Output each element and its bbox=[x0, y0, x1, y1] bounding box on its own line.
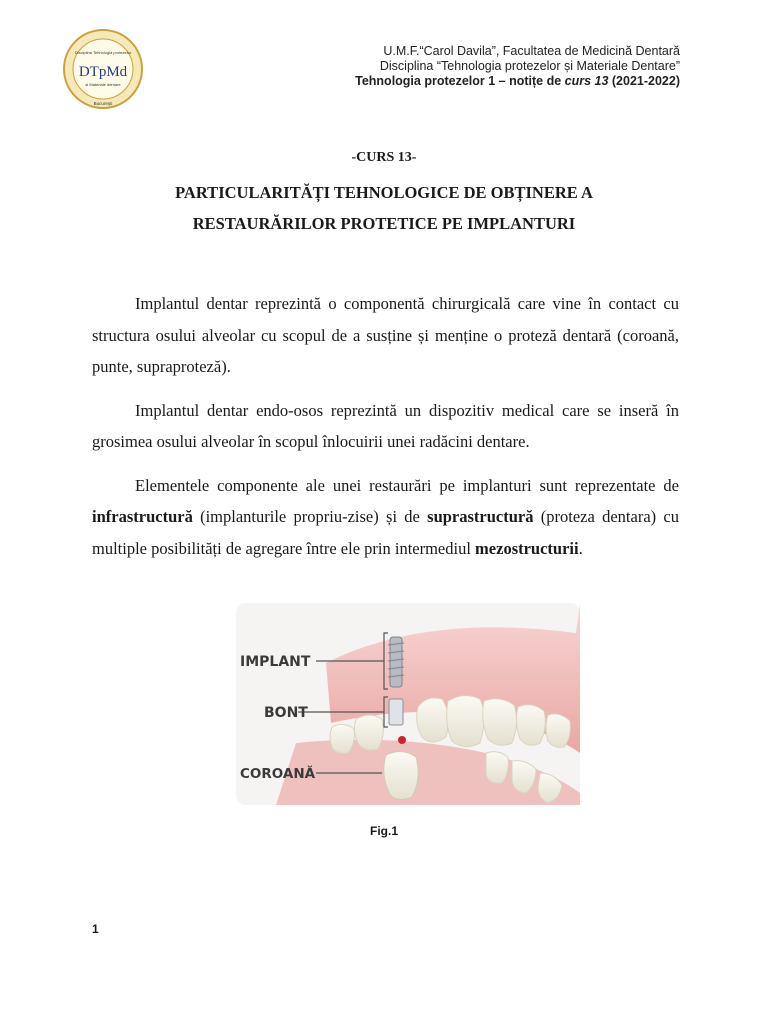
term-infrastructura: infrastructură bbox=[92, 507, 193, 526]
logo-city: București bbox=[93, 101, 113, 106]
p3-text-2: (implanturile propriu-zise) și de bbox=[192, 507, 428, 526]
header-line-3-c: (2021-2022) bbox=[608, 74, 680, 88]
p3-text-3: (proteza dentara) cu multiple posibilități de agregare între ele prin intermediul bbox=[92, 507, 679, 558]
document-body bbox=[92, 288, 679, 576]
label-implant: IMPLANT bbox=[240, 654, 311, 670]
logo-inner-bottom: și Materiale dentare bbox=[85, 82, 121, 87]
term-suprastructura: suprastructură bbox=[427, 507, 534, 526]
gum-mark bbox=[398, 736, 406, 744]
label-bont: BONT bbox=[264, 705, 308, 721]
logo-text: DTpMd bbox=[78, 64, 128, 80]
abutment-icon bbox=[389, 699, 403, 725]
document-title bbox=[0, 177, 768, 239]
dental-implant-figure bbox=[236, 603, 580, 805]
faculty-logo bbox=[62, 28, 144, 110]
paragraph-2: Implantul dentar endo-osos reprezintă un dispozitiv medical care se inseră în grosimea osului alveolar în scopul înlocuirii unei radăcini dentare. bbox=[92, 400, 679, 451]
course-label: -CURS 13- bbox=[351, 150, 417, 165]
title-line-1: PARTICULARITĂȚI TEHNOLOGICE DE OBȚINERE A bbox=[175, 183, 593, 202]
implant-illustration bbox=[236, 603, 580, 805]
title-line-2: RESTAURĂRILOR PROTETICE PE IMPLANTURI bbox=[192, 214, 576, 233]
logo-inner-top: Disciplina Tehnologia protezelor bbox=[74, 50, 132, 55]
header-line-3-a: Tehnologia protezelor 1 – notițe de bbox=[355, 74, 565, 88]
page-number: 1 bbox=[92, 922, 99, 936]
term-mezostructura: mezostructurii bbox=[475, 538, 579, 558]
header-line-2: Disciplina “Tehnologia protezelor și Materiale Dentare” bbox=[379, 59, 680, 73]
crown-icon bbox=[384, 751, 419, 799]
logo-seal bbox=[62, 28, 144, 110]
document-header bbox=[355, 44, 680, 89]
header-line-3-b: curs 13 bbox=[564, 74, 609, 88]
header-line-1: U.M.F.“Carol Davila”, Facultatea de Medicină Dentară bbox=[383, 44, 680, 58]
label-coroana: COROANĂ bbox=[240, 766, 316, 782]
paragraph-3 bbox=[92, 470, 679, 565]
figure-caption: Fig.1 bbox=[369, 824, 398, 838]
implant-screw-icon bbox=[388, 637, 404, 687]
header-line-3 bbox=[355, 74, 680, 89]
p3-text-1: Elementele componente ale unei restaurări pe implanturi sunt reprezentate de bbox=[135, 475, 679, 495]
paragraph-1: Implantul dentar reprezintă o componentă chirurgicală care vine în contact cu structura osului alveolar cu scopul de a susține și menține o proteză dentară (coroană, punte, supraproteză). bbox=[92, 294, 679, 376]
p3-text-4: . bbox=[578, 538, 583, 558]
